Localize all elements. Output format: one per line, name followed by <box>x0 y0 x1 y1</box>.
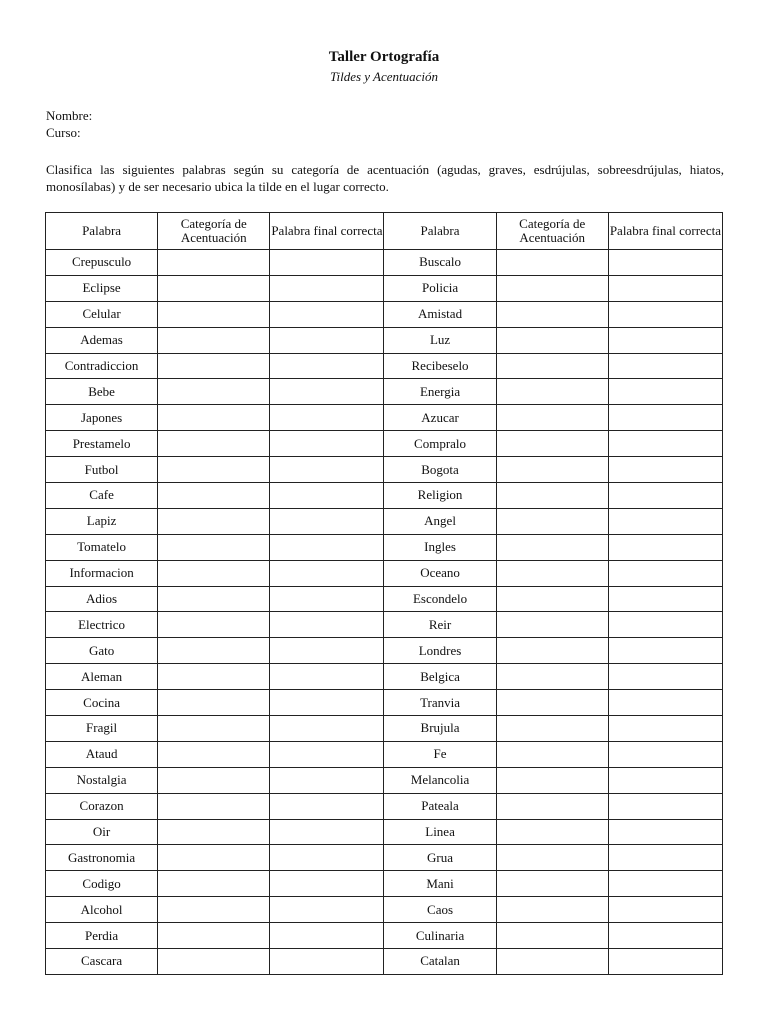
final-word-answer-cell-left[interactable] <box>270 508 384 534</box>
category-answer-cell-left[interactable] <box>158 405 270 431</box>
category-answer-cell-left[interactable] <box>158 612 270 638</box>
table-row <box>46 664 723 690</box>
word-cell-right: Pateala <box>384 793 496 819</box>
word-cell-left: Aleman <box>46 664 158 690</box>
category-answer-cell-left[interactable] <box>158 250 270 276</box>
word-cell-right: Melancolia <box>384 767 496 793</box>
table-row <box>46 327 723 353</box>
table-row <box>46 560 723 586</box>
category-answer-cell-left[interactable] <box>158 871 270 897</box>
table-row <box>46 871 723 897</box>
word-cell-right: Luz <box>384 327 496 353</box>
category-answer-cell-right[interactable] <box>496 431 608 457</box>
final-word-answer-cell-left[interactable] <box>270 767 384 793</box>
accentuation-table <box>45 212 723 975</box>
instructions-text: Clasifica las siguientes palabras según su categoría de acentuación (agudas, graves, esdrújulas, sobreesdrújulas, hiatos, monosílabas) y de ser necesario ubica la tilde en el lugar correcto. <box>46 162 724 194</box>
word-cell-left: Contradiccion <box>46 353 158 379</box>
word-cell-right: Fe <box>384 741 496 767</box>
word-cell-left: Crepusculo <box>46 250 158 276</box>
category-answer-cell-right[interactable] <box>496 612 608 638</box>
category-answer-cell-left[interactable] <box>158 327 270 353</box>
word-cell-left: Perdia <box>46 923 158 949</box>
table-row <box>46 250 723 276</box>
final-word-answer-cell-left[interactable] <box>270 690 384 716</box>
word-cell-right: Belgica <box>384 664 496 690</box>
word-cell-right: Ingles <box>384 534 496 560</box>
category-answer-cell-left[interactable] <box>158 560 270 586</box>
final-word-answer-cell-left[interactable] <box>270 949 384 975</box>
page-title: Taller Ortografía <box>328 49 440 65</box>
word-cell-left: Gato <box>46 638 158 664</box>
table-row <box>46 586 723 612</box>
page-subtitle: Tildes y Acentuación <box>329 69 439 84</box>
word-cell-right: Amistad <box>384 301 496 327</box>
table-row <box>46 379 723 405</box>
word-cell-left: Informacion <box>46 560 158 586</box>
word-cell-right: Grua <box>384 845 496 871</box>
category-answer-cell-left[interactable] <box>158 483 270 509</box>
category-answer-cell-left[interactable] <box>158 690 270 716</box>
final-word-answer-cell-left[interactable] <box>270 560 384 586</box>
final-word-answer-cell-right[interactable] <box>608 767 722 793</box>
table-row <box>46 457 723 483</box>
final-word-answer-cell-left[interactable] <box>270 275 384 301</box>
word-cell-left: Electrico <box>46 612 158 638</box>
category-answer-cell-right[interactable] <box>496 871 608 897</box>
category-answer-cell-left[interactable] <box>158 638 270 664</box>
final-word-answer-cell-right[interactable] <box>608 690 722 716</box>
table-row <box>46 845 723 871</box>
word-cell-left: Codigo <box>46 871 158 897</box>
final-word-answer-cell-left[interactable] <box>270 716 384 742</box>
final-word-answer-cell-right[interactable] <box>608 560 722 586</box>
category-answer-cell-right[interactable] <box>496 275 608 301</box>
final-word-answer-cell-right[interactable] <box>608 250 722 276</box>
final-word-answer-cell-left[interactable] <box>270 819 384 845</box>
category-answer-cell-right[interactable] <box>496 405 608 431</box>
final-word-answer-cell-right[interactable] <box>608 923 722 949</box>
word-cell-right: Oceano <box>384 560 496 586</box>
word-cell-right: Escondelo <box>384 586 496 612</box>
table-row <box>46 949 723 975</box>
category-answer-cell-left[interactable] <box>158 793 270 819</box>
final-word-answer-cell-right[interactable] <box>608 483 722 509</box>
category-answer-cell-left[interactable] <box>158 845 270 871</box>
final-word-answer-cell-left[interactable] <box>270 741 384 767</box>
table-row <box>46 897 723 923</box>
final-word-answer-cell-left[interactable] <box>270 871 384 897</box>
category-answer-cell-right[interactable] <box>496 690 608 716</box>
category-answer-cell-right[interactable] <box>496 483 608 509</box>
category-answer-cell-right[interactable] <box>496 664 608 690</box>
category-answer-cell-left[interactable] <box>158 275 270 301</box>
table-row <box>46 819 723 845</box>
final-word-answer-cell-left[interactable] <box>270 845 384 871</box>
category-answer-cell-left[interactable] <box>158 741 270 767</box>
final-word-answer-cell-right[interactable] <box>608 431 722 457</box>
word-cell-left: Prestamelo <box>46 431 158 457</box>
category-answer-cell-right[interactable] <box>496 560 608 586</box>
category-answer-cell-right[interactable] <box>496 353 608 379</box>
final-word-answer-cell-right[interactable] <box>608 379 722 405</box>
final-word-answer-cell-left[interactable] <box>270 379 384 405</box>
word-cell-right: Bogota <box>384 457 496 483</box>
final-word-answer-cell-left[interactable] <box>270 793 384 819</box>
category-answer-cell-left[interactable] <box>158 534 270 560</box>
final-word-answer-cell-right[interactable] <box>608 819 722 845</box>
final-word-answer-cell-left[interactable] <box>270 301 384 327</box>
table-row <box>46 690 723 716</box>
word-cell-left: Fragil <box>46 716 158 742</box>
word-cell-left: Alcohol <box>46 897 158 923</box>
final-word-answer-cell-left[interactable] <box>270 897 384 923</box>
category-answer-cell-right[interactable] <box>496 250 608 276</box>
word-cell-left: Tomatelo <box>46 534 158 560</box>
word-cell-right: Tranvia <box>384 690 496 716</box>
word-cell-right: Caos <box>384 897 496 923</box>
nombre-label: Nombre: <box>46 108 93 123</box>
category-answer-cell-left[interactable] <box>158 767 270 793</box>
table-row <box>46 638 723 664</box>
final-word-answer-cell-left[interactable] <box>270 586 384 612</box>
word-cell-left: Bebe <box>46 379 158 405</box>
table-row <box>46 793 723 819</box>
word-cell-right: Azucar <box>384 405 496 431</box>
header-categoria-right: Categoría de Acentuación <box>496 213 608 250</box>
table-row <box>46 405 723 431</box>
final-word-answer-cell-left[interactable] <box>270 431 384 457</box>
table-row <box>46 612 723 638</box>
final-word-answer-cell-right[interactable] <box>608 275 722 301</box>
final-word-answer-cell-left[interactable] <box>270 664 384 690</box>
final-word-answer-cell-left[interactable] <box>270 638 384 664</box>
word-cell-left: Ataud <box>46 741 158 767</box>
table-row <box>46 275 723 301</box>
category-answer-cell-right[interactable] <box>496 534 608 560</box>
word-cell-right: Religion <box>384 483 496 509</box>
word-cell-left: Celular <box>46 301 158 327</box>
word-cell-left: Eclipse <box>46 275 158 301</box>
final-word-answer-cell-right[interactable] <box>608 586 722 612</box>
word-cell-right: Reir <box>384 612 496 638</box>
header-palabra-left: Palabra <box>46 213 158 250</box>
category-answer-cell-left[interactable] <box>158 923 270 949</box>
final-word-answer-cell-right[interactable] <box>608 508 722 534</box>
category-answer-cell-right[interactable] <box>496 457 608 483</box>
word-cell-left: Nostalgia <box>46 767 158 793</box>
category-answer-cell-left[interactable] <box>158 664 270 690</box>
category-answer-cell-right[interactable] <box>496 949 608 975</box>
table-header-row <box>46 213 723 250</box>
final-word-answer-cell-left[interactable] <box>270 327 384 353</box>
final-word-answer-cell-right[interactable] <box>608 457 722 483</box>
category-answer-cell-right[interactable] <box>496 793 608 819</box>
word-cell-right: Brujula <box>384 716 496 742</box>
category-answer-cell-left[interactable] <box>158 508 270 534</box>
category-answer-cell-left[interactable] <box>158 301 270 327</box>
word-cell-left: Lapiz <box>46 508 158 534</box>
category-answer-cell-left[interactable] <box>158 379 270 405</box>
word-cell-right: Londres <box>384 638 496 664</box>
word-cell-left: Japones <box>46 405 158 431</box>
category-answer-cell-right[interactable] <box>496 716 608 742</box>
final-word-answer-cell-right[interactable] <box>608 327 722 353</box>
table-row <box>46 923 723 949</box>
word-cell-left: Corazon <box>46 793 158 819</box>
category-answer-cell-left[interactable] <box>158 586 270 612</box>
final-word-answer-cell-left[interactable] <box>270 534 384 560</box>
final-word-answer-cell-right[interactable] <box>608 638 722 664</box>
category-answer-cell-right[interactable] <box>496 379 608 405</box>
category-answer-cell-right[interactable] <box>496 845 608 871</box>
category-answer-cell-left[interactable] <box>158 431 270 457</box>
category-answer-cell-right[interactable] <box>496 741 608 767</box>
final-word-answer-cell-right[interactable] <box>608 612 722 638</box>
word-cell-right: Compralo <box>384 431 496 457</box>
final-word-answer-cell-right[interactable] <box>608 534 722 560</box>
category-answer-cell-left[interactable] <box>158 819 270 845</box>
table-row <box>46 508 723 534</box>
table-row <box>46 353 723 379</box>
word-cell-right: Mani <box>384 871 496 897</box>
category-answer-cell-left[interactable] <box>158 949 270 975</box>
final-word-answer-cell-left[interactable] <box>270 353 384 379</box>
final-word-answer-cell-right[interactable] <box>608 716 722 742</box>
category-answer-cell-right[interactable] <box>496 897 608 923</box>
word-cell-left: Cascara <box>46 949 158 975</box>
category-answer-cell-right[interactable] <box>496 767 608 793</box>
word-cell-left: Cocina <box>46 690 158 716</box>
category-answer-cell-right[interactable] <box>496 301 608 327</box>
category-answer-cell-right[interactable] <box>496 586 608 612</box>
category-answer-cell-right[interactable] <box>496 508 608 534</box>
final-word-answer-cell-right[interactable] <box>608 664 722 690</box>
final-word-answer-cell-right[interactable] <box>608 871 722 897</box>
category-answer-cell-right[interactable] <box>496 638 608 664</box>
category-answer-cell-right[interactable] <box>496 923 608 949</box>
final-word-answer-cell-right[interactable] <box>608 897 722 923</box>
word-cell-right: Energia <box>384 379 496 405</box>
word-cell-left: Cafe <box>46 483 158 509</box>
header-categoria-left: Categoría de Acentuación <box>158 213 270 250</box>
category-answer-cell-right[interactable] <box>496 327 608 353</box>
word-cell-right: Linea <box>384 819 496 845</box>
word-cell-right: Culinaria <box>384 923 496 949</box>
word-cell-left: Oir <box>46 819 158 845</box>
final-word-answer-cell-left[interactable] <box>270 250 384 276</box>
final-word-answer-cell-left[interactable] <box>270 923 384 949</box>
category-answer-cell-left[interactable] <box>158 716 270 742</box>
word-cell-right: Buscalo <box>384 250 496 276</box>
word-cell-left: Gastronomia <box>46 845 158 871</box>
table-row <box>46 431 723 457</box>
table-row <box>46 534 723 560</box>
word-cell-right: Angel <box>384 508 496 534</box>
final-word-answer-cell-right[interactable] <box>608 845 722 871</box>
curso-label: Curso: <box>46 125 81 140</box>
table-row <box>46 483 723 509</box>
final-word-answer-cell-left[interactable] <box>270 483 384 509</box>
header-final-left: Palabra final correcta <box>270 213 384 250</box>
category-answer-cell-left[interactable] <box>158 457 270 483</box>
header-final-right: Palabra final correcta <box>608 213 722 250</box>
final-word-answer-cell-left[interactable] <box>270 612 384 638</box>
word-cell-right: Catalan <box>384 949 496 975</box>
category-answer-cell-left[interactable] <box>158 897 270 923</box>
final-word-answer-cell-right[interactable] <box>608 949 722 975</box>
word-cell-left: Futbol <box>46 457 158 483</box>
table-row <box>46 767 723 793</box>
final-word-answer-cell-right[interactable] <box>608 353 722 379</box>
word-cell-right: Policia <box>384 275 496 301</box>
word-cell-right: Recibeselo <box>384 353 496 379</box>
word-cell-left: Ademas <box>46 327 158 353</box>
final-word-answer-cell-right[interactable] <box>608 741 722 767</box>
final-word-answer-cell-right[interactable] <box>608 405 722 431</box>
table-row <box>46 741 723 767</box>
word-cell-left: Adios <box>46 586 158 612</box>
table-row <box>46 301 723 327</box>
final-word-answer-cell-left[interactable] <box>270 405 384 431</box>
table-row <box>46 716 723 742</box>
final-word-answer-cell-left[interactable] <box>270 457 384 483</box>
category-answer-cell-left[interactable] <box>158 353 270 379</box>
table-body <box>46 250 723 975</box>
final-word-answer-cell-right[interactable] <box>608 793 722 819</box>
category-answer-cell-right[interactable] <box>496 819 608 845</box>
header-palabra-right: Palabra <box>384 213 496 250</box>
final-word-answer-cell-right[interactable] <box>608 301 722 327</box>
